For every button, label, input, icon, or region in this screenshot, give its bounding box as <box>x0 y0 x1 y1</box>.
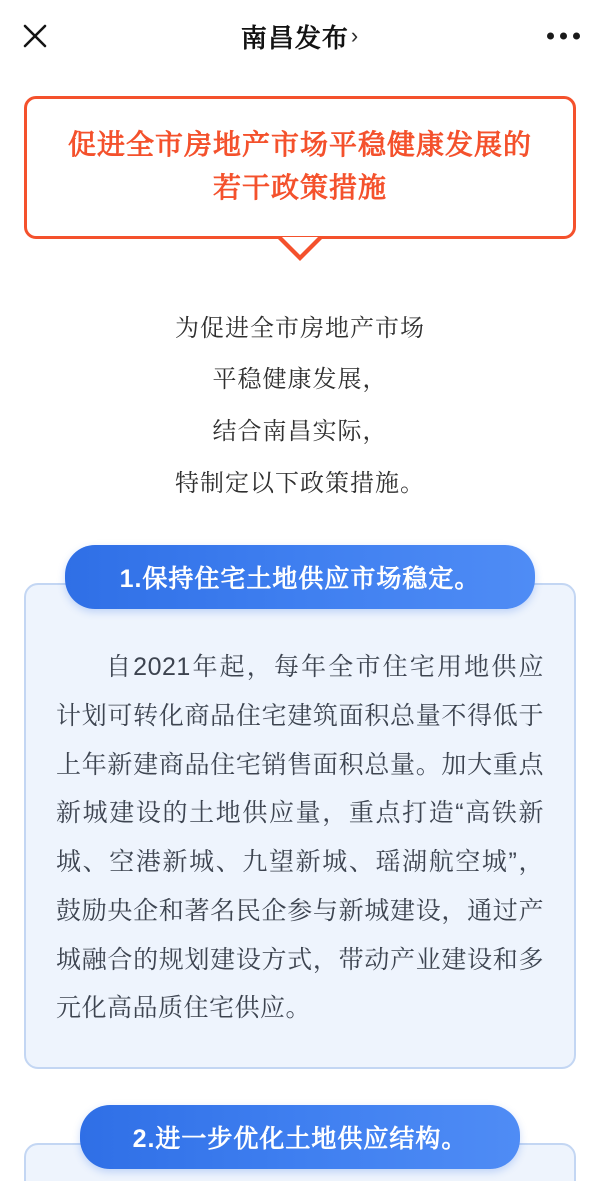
section-title-1: 1.保持住宅土地供应市场稳定。 <box>65 545 535 609</box>
more-dot <box>573 33 580 40</box>
callout-pointer-inner <box>282 237 318 255</box>
intro-line-3: 结合南昌实际， <box>212 417 388 445</box>
more-dots-icon[interactable] <box>547 33 580 40</box>
headline-callout <box>24 96 576 239</box>
nav-title[interactable] <box>241 18 359 55</box>
nav-title-text: 南昌发布 <box>240 22 349 53</box>
section-title-2: 2.进一步优化土地供应结构。 <box>80 1105 520 1169</box>
more-dot <box>547 33 554 40</box>
navbar <box>0 0 600 72</box>
article-content <box>0 96 600 1181</box>
policy-section-2 <box>24 1105 576 1181</box>
chevron-right-icon: › <box>350 23 360 48</box>
section-body-text-1: 自2021年起，每年全市住宅用地供应计划可转化商品住宅建筑面积总量不得低于上年新建商品住宅销售面积总量。加大重点新城建设的土地供应量，重点打造“高铁新城、空港新城、九望新城、瑶湖航空城”，鼓励央企和著名民企参与新城建设，通过产城融合的规划建设方式，带动产业建设和多元化高品质住宅供应。 <box>56 653 544 1023</box>
close-icon[interactable] <box>18 19 52 53</box>
intro-line-1: 为促进全市房地产市场 <box>175 314 425 342</box>
headline-line-2: 若干政策措施 <box>212 172 387 204</box>
headline-box <box>24 96 576 239</box>
policy-section-1 <box>24 545 576 1069</box>
intro-paragraph <box>24 303 576 509</box>
headline-line-1: 促进全市房地产市场平稳健康发展的 <box>67 129 532 160</box>
more-dot <box>560 33 567 40</box>
section-body-1 <box>24 583 576 1069</box>
intro-line-2: 平稳健康发展， <box>212 366 388 394</box>
intro-line-4: 特制定以下政策措施。 <box>175 469 425 497</box>
